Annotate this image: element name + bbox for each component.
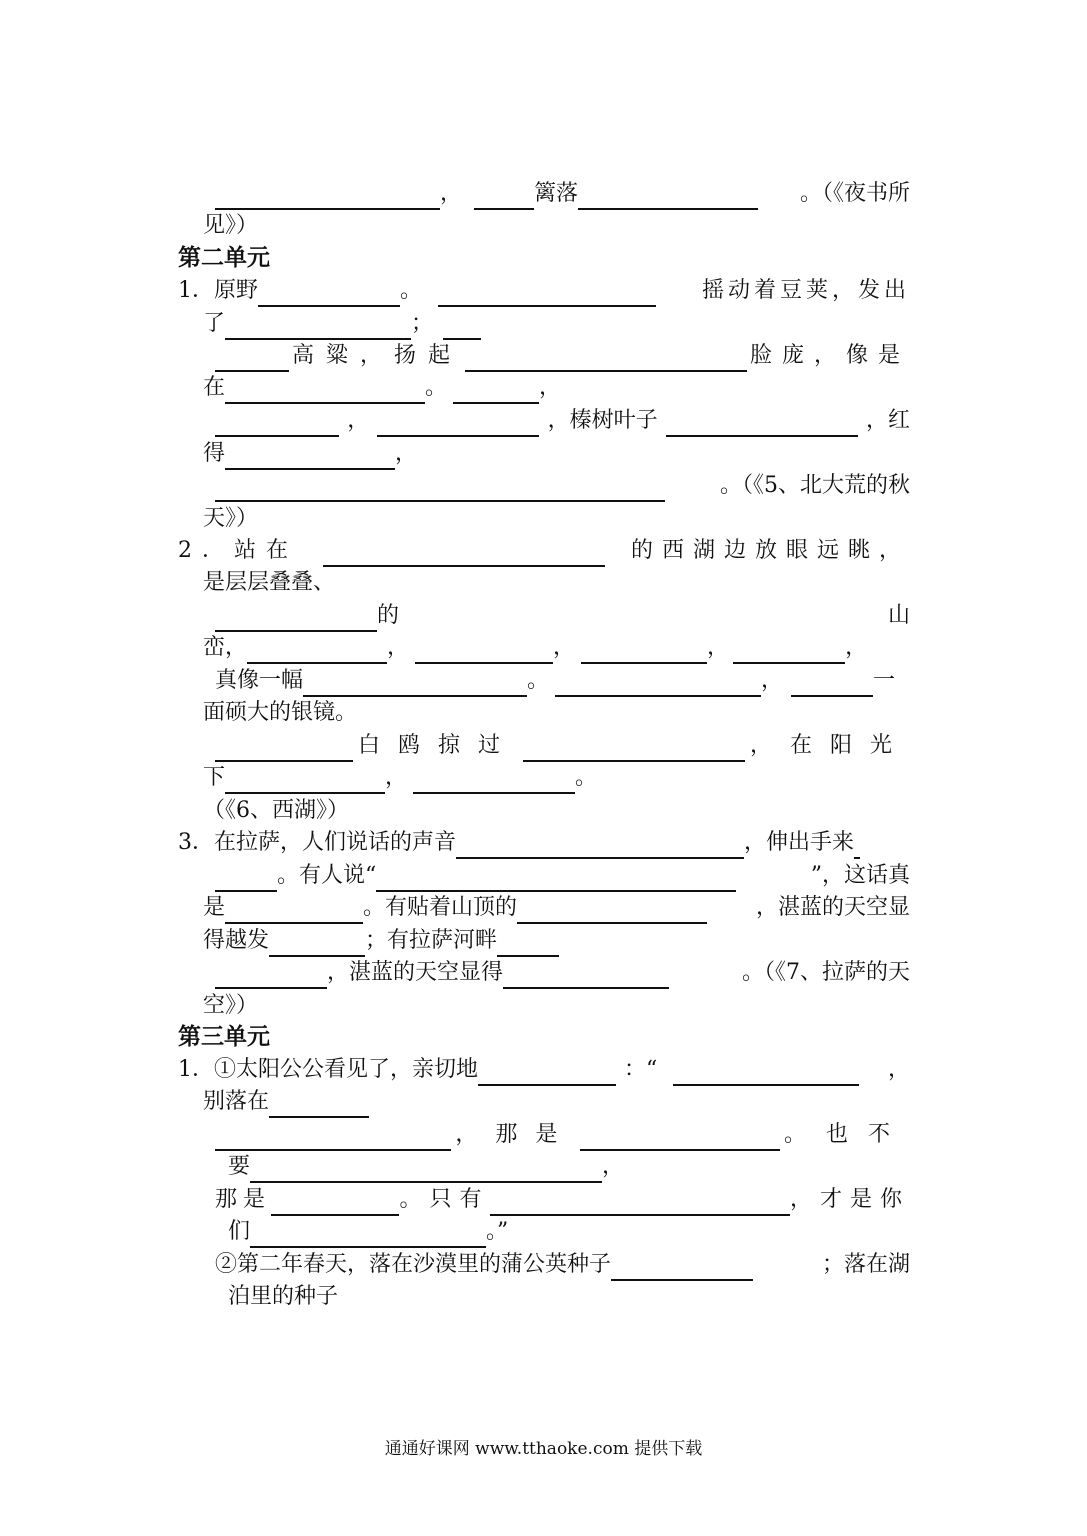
blank[interactable] (580, 1121, 780, 1151)
blank[interactable] (581, 634, 707, 664)
blank[interactable] (269, 927, 365, 957)
question-line: 别落在 (203, 1086, 910, 1118)
blank[interactable] (733, 634, 845, 664)
question-line: 2．站在 的西湖边放眼远眺， (178, 535, 910, 567)
question-line: ，湛蓝的天空显得 。（《7、拉萨的天 (215, 957, 910, 989)
text-line: 空》） (203, 993, 259, 1018)
blank[interactable] (215, 602, 377, 632)
blank[interactable] (443, 310, 481, 340)
unit-heading: 第三单元 (178, 1023, 270, 1050)
blank[interactable] (503, 959, 669, 989)
question-line: 峦， ， ， ， ， (203, 632, 910, 664)
blank[interactable] (225, 374, 425, 404)
blank[interactable] (578, 180, 758, 210)
blank[interactable] (497, 927, 559, 957)
blank[interactable] (456, 829, 744, 859)
blank[interactable] (791, 667, 873, 697)
blank[interactable] (215, 732, 353, 762)
blank[interactable] (854, 829, 860, 859)
question-line: 得越发 ；有拉萨河畔 (203, 925, 910, 957)
question-line: 是 。有贴着山顶的 ，湛蓝的天空显 (203, 892, 910, 924)
blank[interactable] (323, 537, 605, 567)
blank[interactable] (611, 1251, 753, 1281)
blank[interactable] (215, 472, 665, 502)
question-line: 们 。” (228, 1216, 910, 1248)
question-line: 真像一幅 。 ， 一 (215, 665, 910, 697)
text-line: 是层层叠叠、 (203, 570, 336, 595)
blank[interactable] (555, 667, 761, 697)
text-line: 泊里的种子 (228, 1284, 339, 1309)
blank[interactable] (225, 764, 385, 794)
blank[interactable] (465, 342, 747, 372)
blank[interactable] (215, 342, 289, 372)
blank[interactable] (225, 440, 395, 470)
footer-credit: 通通好课网 www.tthaoke.com 提供下载 (384, 1439, 703, 1459)
blank[interactable] (376, 862, 736, 892)
question-line: 在 。 ， (203, 372, 910, 404)
blank[interactable] (413, 764, 575, 794)
question-line: 3．在拉萨，人们说话的声音 ，伸出手来 (178, 827, 910, 859)
question-line: 白鸥掠过 ，在阳光 (215, 730, 910, 762)
question-line: 1．①太阳公公看见了，亲切地 ：“ ， (178, 1054, 910, 1086)
blank[interactable] (377, 407, 539, 437)
unit-heading: 第二单元 (178, 244, 270, 271)
blank[interactable] (415, 634, 553, 664)
blank[interactable] (250, 1153, 602, 1183)
text-line: 面硕大的银镜。 (203, 700, 358, 725)
blank[interactable] (225, 894, 363, 924)
blank[interactable] (215, 180, 440, 210)
blank[interactable] (666, 407, 858, 437)
blank[interactable] (474, 180, 534, 210)
question-line: 那是 。只有 ，才是你 (215, 1184, 910, 1216)
blank[interactable] (250, 1218, 486, 1248)
question-line: 。（《5、北大荒的秋 (215, 470, 910, 502)
question-line: 。有人说“ ”，这话真 (215, 860, 910, 892)
question-line: 的 山 (215, 600, 910, 632)
question-line: 1． 原野 。 摇动着豆荚，发出 (178, 275, 910, 307)
blank[interactable] (517, 894, 707, 924)
blank[interactable] (215, 1121, 451, 1151)
question-line: 要 ， (228, 1151, 910, 1183)
text-line: 见》） (203, 213, 259, 238)
blank[interactable] (478, 1056, 616, 1086)
blank[interactable] (247, 634, 387, 664)
blank[interactable] (490, 1186, 790, 1216)
question-line: ，那是 。也不 (215, 1119, 910, 1151)
blank[interactable] (258, 277, 400, 307)
text-line: 天》） (203, 506, 259, 531)
blank[interactable] (215, 862, 277, 892)
question-line: 下 ， 。 (203, 762, 910, 794)
question-line: 得 ， (203, 438, 910, 470)
blank[interactable] (215, 959, 327, 989)
blank[interactable] (453, 374, 539, 404)
blank[interactable] (269, 1088, 369, 1118)
blank[interactable] (438, 277, 656, 307)
blank[interactable] (673, 1056, 859, 1086)
blank[interactable] (271, 1186, 399, 1216)
question-line: 了 ； (203, 308, 910, 340)
question-line: ②第二年春天，落在沙漠里的蒲公英种子 ；落在湖 (215, 1249, 910, 1281)
poem-line: ， 篱落 。（《夜书所 (215, 178, 910, 210)
blank[interactable] (225, 310, 411, 340)
blank[interactable] (215, 407, 339, 437)
blank[interactable] (303, 667, 527, 697)
text-line: （《6、西湖》） (203, 798, 349, 823)
question-line: 高粱，扬起 脸庞，像是 (215, 340, 910, 372)
blank[interactable] (523, 732, 745, 762)
question-line: ， ，榛树叶子 ，红 (215, 405, 910, 437)
